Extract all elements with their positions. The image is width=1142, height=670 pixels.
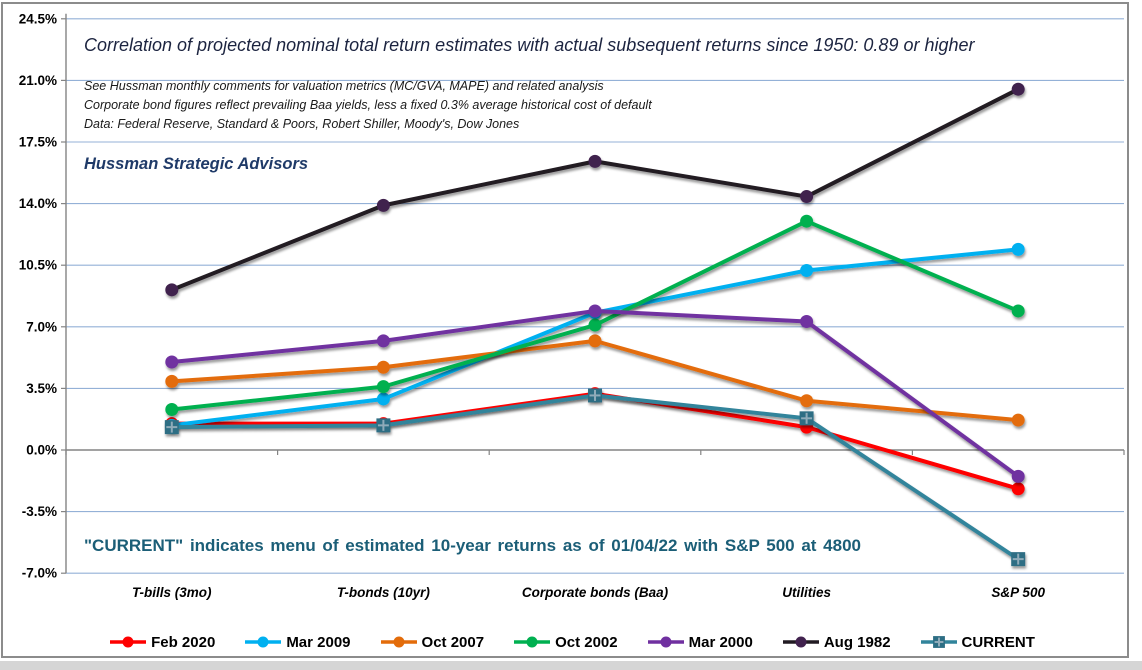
data-point-marker: [589, 155, 602, 168]
legend-marker-icon: [511, 633, 553, 651]
data-point-marker: [800, 215, 813, 228]
data-point-marker: [1012, 482, 1025, 495]
legend-marker-icon: [918, 633, 960, 651]
data-point-marker: [1012, 414, 1025, 427]
current-note: "CURRENT" indicates menu of estimated 10-year returns as of 01/04/22 with S&P 500 at 4800: [84, 536, 861, 555]
data-point-marker: [165, 283, 178, 296]
x-category-label: Corporate bonds (Baa): [521, 585, 669, 600]
legend-item-oct-2007[interactable]: [378, 633, 485, 651]
x-category-label: T-bonds (10yr): [336, 585, 430, 600]
data-point-marker: [165, 375, 178, 388]
x-category-label: S&P 500: [991, 585, 1045, 600]
legend-item-feb-2020[interactable]: [107, 633, 215, 651]
data-point-marker: [165, 403, 178, 416]
data-point-marker: [1012, 304, 1025, 317]
data-point-marker: [1012, 243, 1025, 256]
legend-label: Aug 1982: [823, 633, 891, 651]
data-point-marker: [258, 637, 269, 648]
y-tick-label: 21.0%: [18, 72, 57, 88]
y-tick-label: 24.5%: [18, 11, 57, 27]
data-point-marker: [589, 304, 602, 317]
chart-title: Correlation of projected nominal total return estimates with actual subsequent returns since 1950: 0.89 or higher: [84, 35, 975, 55]
legend-label: Mar 2000: [688, 633, 753, 651]
chart-notes: [84, 77, 652, 134]
legend-marker-icon: [242, 633, 284, 651]
legend-item-current[interactable]: [918, 633, 1035, 651]
y-tick-label: 3.5%: [26, 380, 57, 396]
data-point-marker: [795, 637, 806, 648]
x-category-label: Utilities: [782, 585, 831, 600]
legend: [0, 633, 1142, 651]
legend-label: Oct 2007: [421, 633, 485, 651]
y-tick-label: 0.0%: [26, 442, 57, 458]
data-point-marker: [377, 380, 390, 393]
data-point-marker: [377, 392, 390, 405]
data-point-marker: [800, 190, 813, 203]
y-tick-label: 10.5%: [18, 257, 57, 273]
data-point-marker: [393, 637, 404, 648]
legend-marker-icon: [378, 633, 420, 651]
data-point-marker: [589, 334, 602, 347]
data-point-marker: [123, 637, 134, 648]
legend-label: Oct 2002: [555, 633, 618, 651]
data-point-marker: [1012, 83, 1025, 96]
data-point-marker: [527, 637, 538, 648]
legend-marker-icon: [780, 633, 822, 651]
data-point-marker: [589, 319, 602, 332]
data-point-marker: [165, 356, 178, 369]
y-tick-label: -3.5%: [21, 504, 57, 520]
data-point-marker: [377, 199, 390, 212]
y-tick-label: 17.5%: [18, 134, 57, 150]
data-point-marker: [1012, 470, 1025, 483]
legend-item-aug-1982[interactable]: [780, 633, 891, 651]
x-category-label: T-bills (3mo): [132, 585, 212, 600]
data-point-marker: [377, 334, 390, 347]
data-point-marker: [660, 637, 671, 648]
note-line-3: Data: Federal Reserve, Standard & Poors, Robert Shiller, Moody's, Dow Jones: [84, 117, 520, 131]
legend-item-mar-2000[interactable]: [645, 633, 753, 651]
legend-marker-icon: [645, 633, 687, 651]
legend-item-oct-2002[interactable]: [511, 633, 618, 651]
y-tick-label: -7.0%: [21, 565, 57, 581]
data-point-marker: [800, 394, 813, 407]
y-tick-label: 7.0%: [26, 319, 57, 335]
y-tick-label: 14.0%: [18, 196, 57, 212]
legend-item-mar-2009[interactable]: [242, 633, 350, 651]
note-line-2: Corporate bond figures reflect prevailing Baa yields, less a fixed 0.3% average historical cost of default: [84, 98, 652, 112]
note-line-1: See Hussman monthly comments for valuation metrics (MC/GVA, MAPE) and related analysis: [84, 79, 604, 93]
data-point-marker: [377, 361, 390, 374]
data-point-marker: [800, 264, 813, 277]
data-point-marker: [800, 315, 813, 328]
legend-label: Feb 2020: [151, 633, 216, 651]
legend-marker-icon: [107, 633, 149, 651]
legend-label: Mar 2009: [286, 633, 351, 651]
series-line: [172, 395, 1018, 559]
brand-label: Hussman Strategic Advisors: [84, 155, 309, 173]
legend-label: CURRENT: [961, 633, 1035, 651]
